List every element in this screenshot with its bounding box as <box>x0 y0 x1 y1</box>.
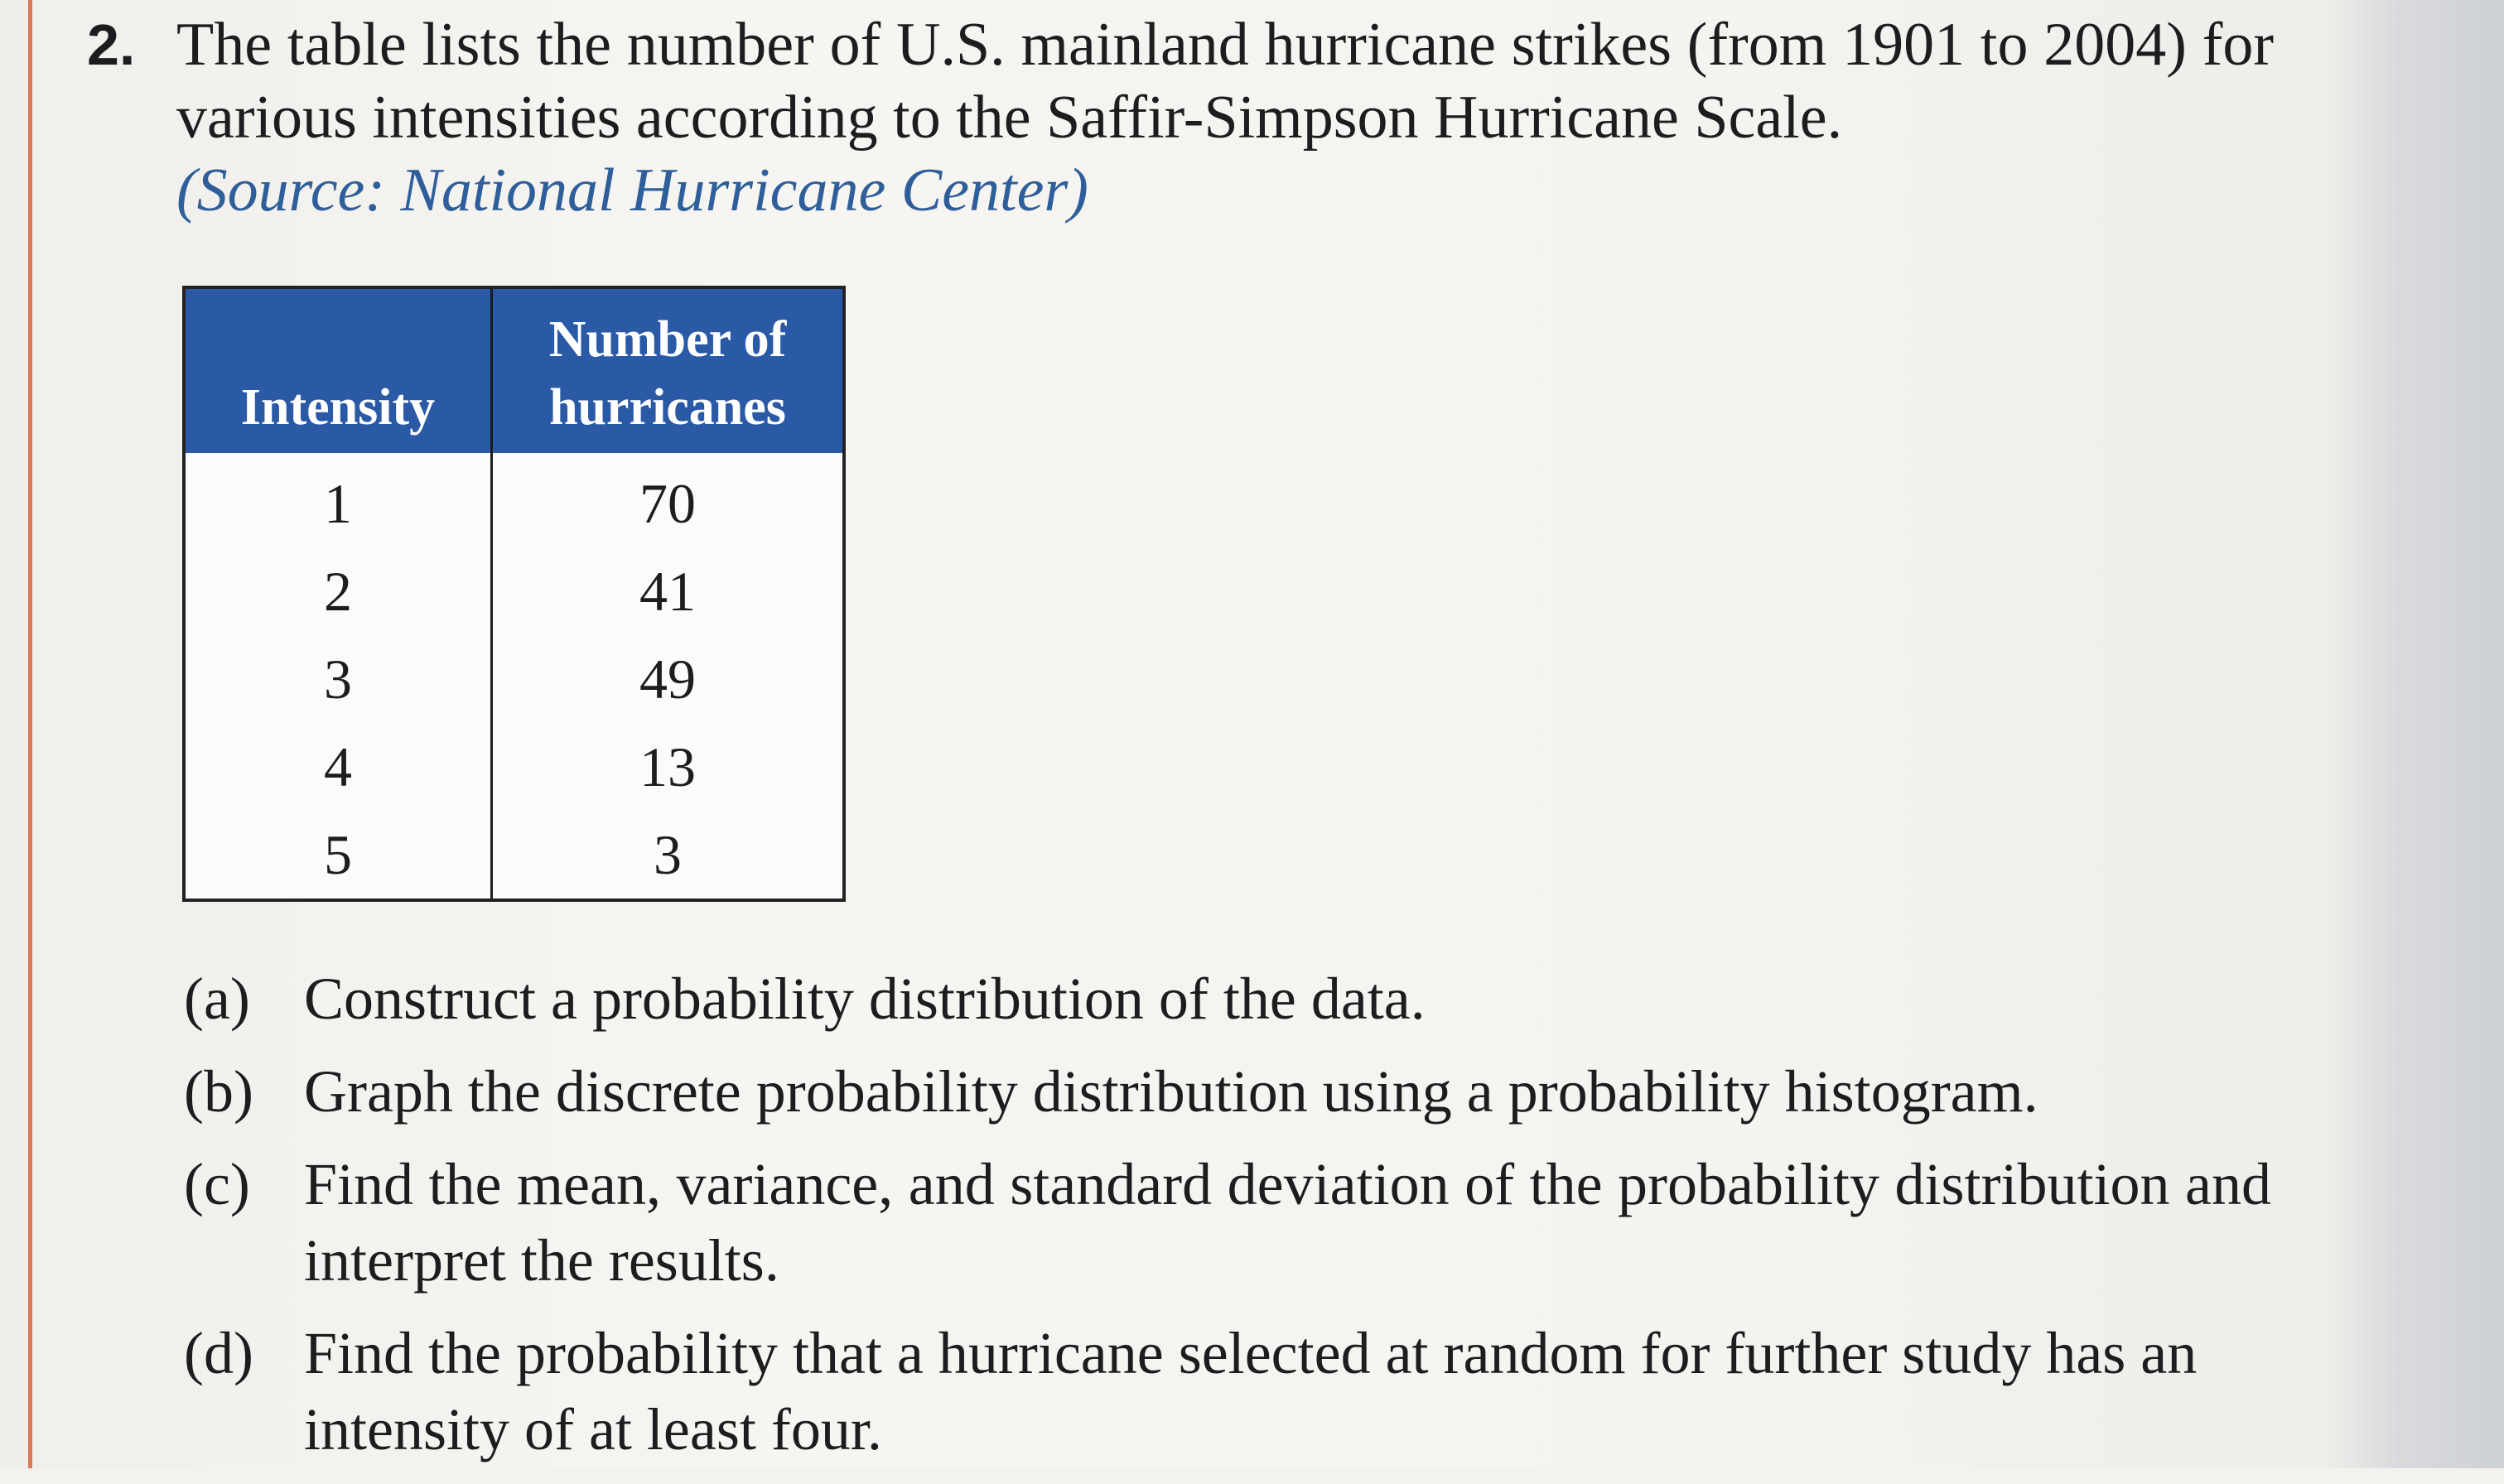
table-row <box>184 547 844 635</box>
question-d <box>184 1315 2271 1467</box>
source-citation: (Source: National Hurricane Center) <box>176 157 1088 224</box>
question-label: (c) <box>184 1151 250 1217</box>
problem-statement: The table lists the number of U.S. mainland hurricane strikes (from 1901 to 2004) for various intensities according to the Saffir-Simpson Hurricane Scale. <box>176 11 2274 152</box>
header-number-of-hurricanes: Number of hurricanes <box>492 287 845 453</box>
question-b <box>184 1053 2271 1130</box>
margin-rule <box>28 0 32 1468</box>
question-text: Graph the discrete probability distribution using a probability histogram. <box>304 1058 2038 1125</box>
question-label: (d) <box>184 1320 253 1386</box>
count-cell: 41 <box>492 547 845 635</box>
page-edge-shadow <box>2328 0 2504 1468</box>
problem-intro <box>87 8 2274 227</box>
problem-2 <box>87 8 2274 227</box>
hurricane-table <box>182 286 846 902</box>
table-row <box>184 811 844 900</box>
question-a <box>184 961 2271 1037</box>
intensity-cell: 5 <box>184 811 492 900</box>
table-row <box>184 723 844 811</box>
header-intensity: Intensity <box>184 287 492 453</box>
question-text: Find the probability that a hurricane selected at random for further study has an intensity of at least four. <box>304 1320 2198 1462</box>
question-label: (a) <box>184 966 250 1032</box>
question-text: Construct a probability distribution of the data. <box>304 966 1426 1032</box>
problem-number: 2. <box>87 12 136 77</box>
question-list <box>184 961 2271 1484</box>
intensity-cell: 1 <box>184 453 492 547</box>
question-c <box>184 1146 2271 1298</box>
table-header-row <box>184 287 844 453</box>
question-text: Find the mean, variance, and standard deviation of the probability distribution and interpret the results. <box>304 1151 2271 1294</box>
question-label: (b) <box>184 1058 253 1125</box>
intensity-cell: 4 <box>184 723 492 811</box>
intensity-cell: 3 <box>184 635 492 723</box>
count-cell: 3 <box>492 811 845 900</box>
count-cell: 13 <box>492 723 845 811</box>
count-cell: 70 <box>492 453 845 547</box>
table-row <box>184 635 844 723</box>
table-row <box>184 453 844 547</box>
intensity-cell: 2 <box>184 547 492 635</box>
count-cell: 49 <box>492 635 845 723</box>
